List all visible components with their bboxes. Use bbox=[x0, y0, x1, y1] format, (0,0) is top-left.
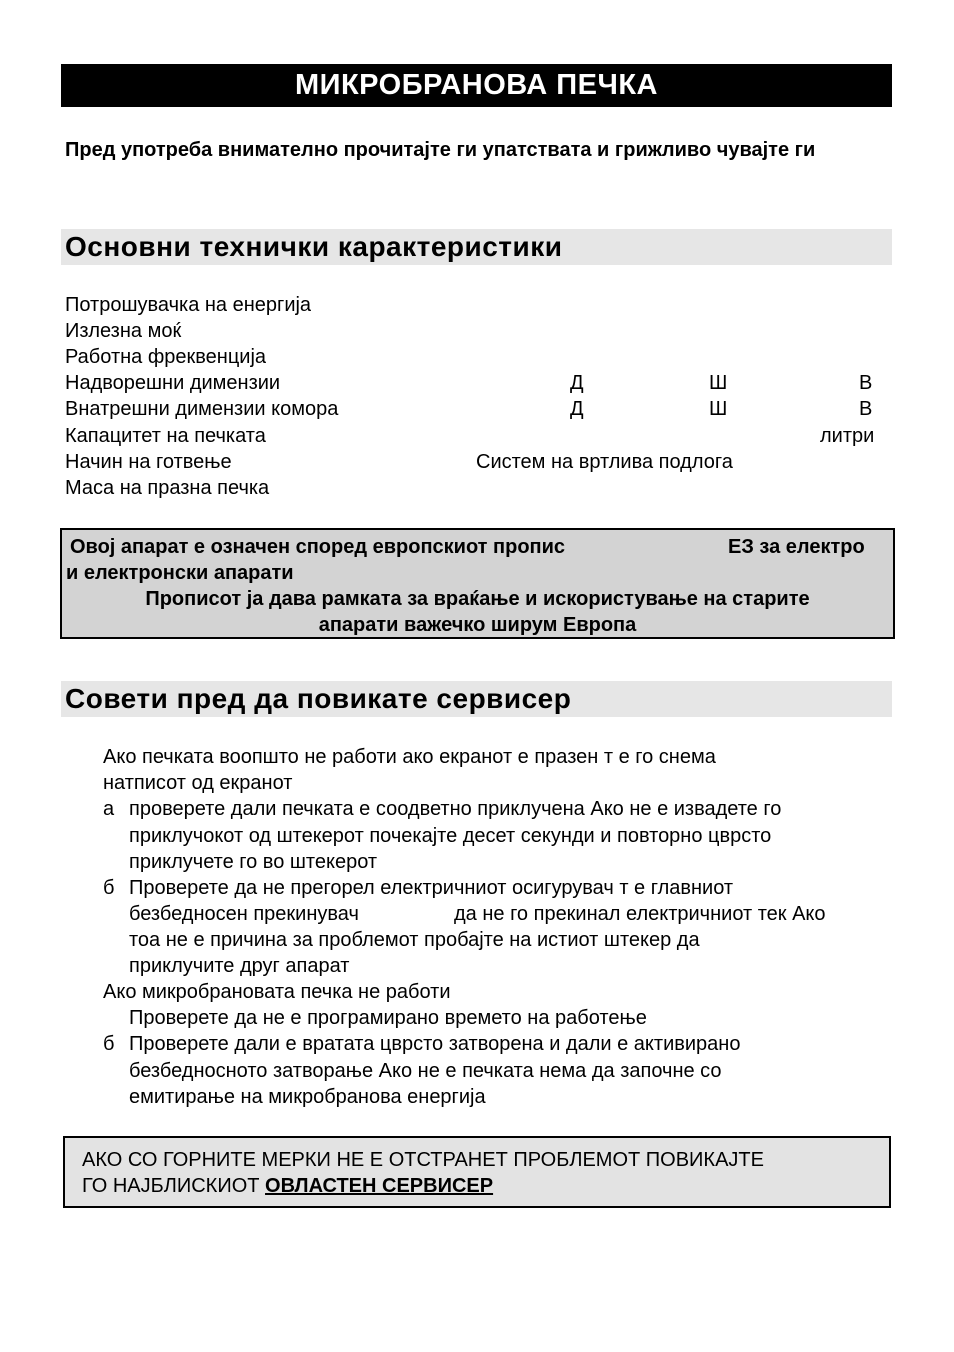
authorized-service-link[interactable]: ОВЛАСТЕН СЕРВИСЕР bbox=[265, 1175, 494, 1197]
list-item-line: тоа не е причина за проблемот пробајте на истиот штекер да bbox=[129, 929, 700, 951]
cooking-method-value: Систем на вртлива подлога bbox=[476, 451, 733, 473]
paragraph-line: натписот од екранот bbox=[103, 772, 293, 794]
final-line-prefix: ГО НАЈБЛИСКИОТ bbox=[82, 1175, 266, 1197]
list-item-line: приклучете го во штекерот bbox=[129, 851, 378, 873]
list-item-line: да не го прекинал електричниот тек Ако bbox=[454, 903, 826, 925]
spec-row bbox=[65, 396, 885, 422]
spec-label: Работна фреквенција bbox=[65, 346, 267, 368]
spec-label: Маса на празна печка bbox=[65, 477, 270, 499]
service-heading: Совети пред да повикате сервисер bbox=[61, 681, 892, 717]
spec-row bbox=[65, 318, 885, 344]
spec-label: Надворешни димензии bbox=[65, 372, 281, 394]
dimension-depth-label: Д bbox=[570, 398, 584, 420]
list-marker: б bbox=[103, 877, 115, 899]
notice-line: апарати важечко ширум Европа bbox=[318, 614, 637, 636]
dimension-height-label: В bbox=[859, 372, 873, 394]
list-marker: а bbox=[103, 798, 115, 820]
dimension-width-label: Ш bbox=[709, 398, 728, 420]
final-line: АКО СО ГОРНИТЕ МЕРКИ НЕ Е ОТСТРАНЕТ ПРОБЛЕМОТ ПОВИКАЈТЕ bbox=[82, 1149, 764, 1171]
dimension-width-label: Ш bbox=[709, 372, 728, 394]
spec-label: Потрошувачка на енергија bbox=[65, 294, 312, 316]
spec-row bbox=[65, 449, 885, 475]
page-title: МИКРОБРАНОВА ПЕЧКА bbox=[61, 64, 892, 107]
spec-row bbox=[65, 292, 885, 318]
spec-label: Внатрешни димензии комора bbox=[65, 398, 339, 420]
list-item-line: Проверете да не прегорел електричниот осигурувач т е главниот bbox=[129, 877, 734, 899]
list-item-line: приклучокот од штекерот почекајте десет секунди и повторно цврсто bbox=[129, 825, 772, 847]
final-line bbox=[82, 1173, 493, 1199]
specs-heading: Основни технички карактеристики bbox=[61, 229, 892, 265]
list-marker: б bbox=[103, 1033, 115, 1055]
list-item-line: Проверете да не е програмирано времето на работење bbox=[129, 1007, 647, 1029]
list-item-line: емитирање на микробранова енергија bbox=[129, 1086, 486, 1108]
dimension-height-label: В bbox=[859, 398, 873, 420]
capacity-unit: литри bbox=[820, 425, 875, 447]
notice-line: Овој апарат е означен според европскиот пропис bbox=[70, 536, 566, 558]
spec-row bbox=[65, 370, 885, 396]
spec-label: Начин на готвење bbox=[65, 451, 232, 473]
spec-label: Излезна моќ bbox=[65, 320, 182, 342]
list-item-line: безбедносен прекинувач bbox=[129, 903, 359, 925]
weee-notice bbox=[60, 528, 895, 639]
call-service-box bbox=[63, 1136, 891, 1208]
notice-line: Прописот ја дава рамката за враќање и искористување на старите bbox=[145, 588, 810, 610]
intro-warning: Пред употреба внимателно прочитајте ги упатствата и грижливо чувајте ги bbox=[65, 139, 816, 161]
list-item-line: проверете дали печката е соодветно приклучена Ако не е извадете го bbox=[129, 798, 782, 820]
dimension-depth-label: Д bbox=[570, 372, 584, 394]
list-item-line: Проверете дали е вратата цврсто затворена и дали е активирано bbox=[129, 1033, 741, 1055]
spec-row bbox=[65, 475, 885, 501]
paragraph-line: Ако микробрановата печка не работи bbox=[103, 981, 451, 1003]
list-item-line: приклучите друг апарат bbox=[129, 955, 350, 977]
notice-line: и електронски апарати bbox=[66, 562, 294, 584]
paragraph-line: Ако печката воопшто не работи ако екранот е празен т е го снема bbox=[103, 746, 716, 768]
spec-row bbox=[65, 423, 885, 449]
notice-line: ЕЗ за електро bbox=[728, 536, 865, 558]
spec-row bbox=[65, 344, 885, 370]
list-item-line: безбедносното затворање Ако не е печката нема да започне со bbox=[129, 1060, 722, 1082]
spec-label: Капацитет на печката bbox=[65, 425, 266, 447]
